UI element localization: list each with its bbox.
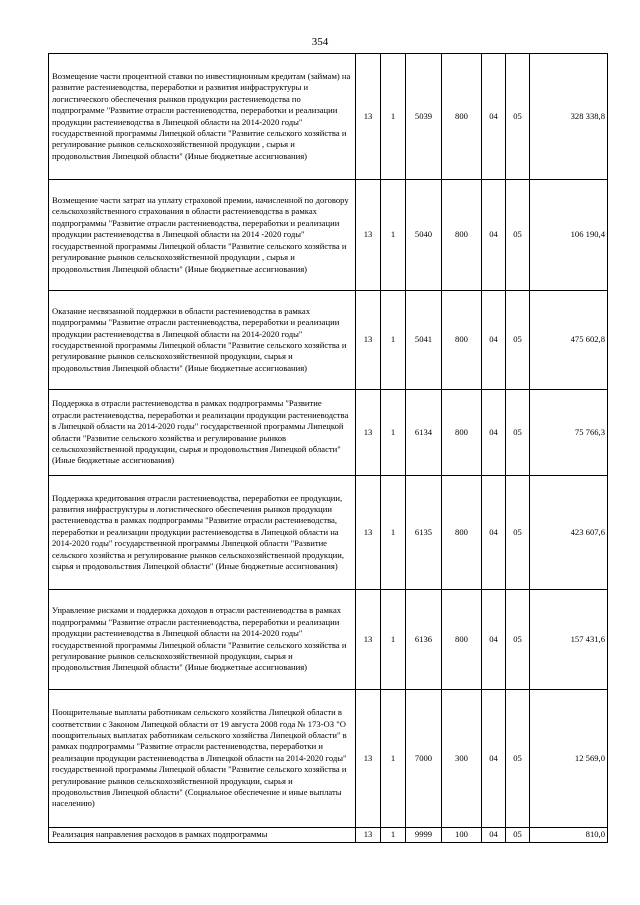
page-number: 354	[311, 36, 329, 48]
row-code-5: 04	[482, 390, 506, 476]
row-amount: 106 190,4	[530, 180, 608, 291]
row-code-3: 6134	[406, 390, 442, 476]
row-code-5: 04	[482, 291, 506, 390]
row-code-2: 1	[381, 180, 406, 291]
row-code-6: 05	[506, 291, 530, 390]
row-code-3: 6136	[406, 590, 442, 690]
table-row	[49, 590, 608, 690]
row-description: Поощрительные выплаты работникам сельского хозяйства Липецкой области в соответствии с Законом Липецкой области от 19 августа 2008 года № 173-ОЗ "О поощрительных выплатах работникам сельского хозяйства Липецкой области" в рамках подпрограммы "Развитие отрасли растениеводства, переработки и реализации продукции растениеводства в Липецкой области на 2014-2020 годы" государственной программы Липецкой области "Развитие сельского хозяйства и регулирование рынков сельскохозяйственной продукции, сырья и продовольствия Липецкой области" (Социальное обеспечение и иные выплаты населению)	[49, 690, 356, 828]
row-description: Возмещение части процентной ставки по инвестиционным кредитам (займам) на развитие растениеводства, переработки и развития инфраструктуры и логистического обеспечения рынков продукции растениеводства по подпрограмме "Развитие отрасли растениеводства, переработки и реализации продукции растениеводства в Липецкой области на 2014-2020 годы" государственной программы Липецкой области "Развитие сельского хозяйства и регулирование рынков сельскохозяйственной продукции , сырья и продовольствия Липецкой области" (Иные бюджетные ассигнования)	[49, 54, 356, 180]
row-code-6: 05	[506, 180, 530, 291]
row-code-5: 04	[482, 828, 506, 843]
row-code-2: 1	[381, 390, 406, 476]
row-description: Оказание несвязанной поддержки в области растениеводства в рамках подпрограммы "Развитие отрасли растениеводства, переработки и реализации продукции растениеводства в Липецкой области на 2014-2020 годы" государственной программы Липецкой области "Развитие сельского хозяйства и регулирование рынков сельскохозяйственной продукции, сырья и продовольствия Липецкой области" (Иные бюджетные ассигнования)	[49, 291, 356, 390]
row-amount: 423 607,6	[530, 476, 608, 590]
row-description: Управление рисками и поддержка доходов в отрасли растениеводства в рамках подпрограммы "Развитие отрасли растениеводства, переработки и реализации продукции растениеводства в Липецкой области на 2014-2020 годы" государственной программы Липецкой области "Развитие сельского хозяйства и регулирование рынков сельскохозяйственной продукции, сырья и продовольствия Липецкой области" (Иные бюджетные ассигнования)	[49, 590, 356, 690]
row-code-2: 1	[381, 54, 406, 180]
row-amount: 810,0	[530, 828, 608, 843]
row-code-4: 800	[442, 54, 482, 180]
row-code-5: 04	[482, 180, 506, 291]
row-code-4: 800	[442, 291, 482, 390]
row-code-4: 100	[442, 828, 482, 843]
row-code-4: 800	[442, 590, 482, 690]
row-description: Реализация направления расходов в рамках подпрограммы	[49, 828, 356, 843]
row-code-4: 800	[442, 476, 482, 590]
row-code-1: 13	[356, 590, 381, 690]
row-code-3: 5040	[406, 180, 442, 291]
row-code-5: 04	[482, 54, 506, 180]
row-code-2: 1	[381, 828, 406, 843]
row-code-3: 9999	[406, 828, 442, 843]
row-code-6: 05	[506, 390, 530, 476]
table-row	[49, 180, 608, 291]
table-row	[49, 828, 608, 843]
row-code-4: 800	[442, 390, 482, 476]
table-row	[49, 54, 608, 180]
table-body	[49, 54, 608, 843]
table-row	[49, 291, 608, 390]
row-description: Поддержка в отрасли растениеводства в рамках подпрограммы "Развитие отрасли растениеводства, переработки и реализации продукции растениеводства в Липецкой области на 2014-2020 годы" государственной программы Липецкой области "Развитие сельского хозяйства и регулирование рынков сельскохозяйственной продукции, сырья и продовольствия Липецкой области" (Иные бюджетные ассигнования)	[49, 390, 356, 476]
row-code-2: 1	[381, 690, 406, 828]
row-description: Возмещение части затрат на уплату страховой премии, начисленной по договору сельскохозяйственного страхования в области растениеводства в рамках подпрограммы "Развитие отрасли растениеводства, переработки и реализации продукции растениеводства в Липецкой области на 2014 -2020 годы" государственной программы Липецкой области "Развитие сельского хозяйства и регулирование рынков сельскохозяйственной продукции , сырья и продовольствия Липецкой области" (Иные бюджетные ассигнования)	[49, 180, 356, 291]
row-code-3: 6135	[406, 476, 442, 590]
row-code-5: 04	[482, 690, 506, 828]
row-code-6: 05	[506, 54, 530, 180]
row-code-1: 13	[356, 180, 381, 291]
row-code-3: 7000	[406, 690, 442, 828]
row-code-4: 800	[442, 180, 482, 291]
row-amount: 475 602,8	[530, 291, 608, 390]
row-description: Поддержка кредитования отрасли растениеводства, переработки ее продукции, развития инфраструктуры и логистического обеспечения рынков продукции растениеводства в рамках подпрограммы "Развитие отрасли растениеводства, переработки и реализации продукции растениеводства в Липецкой области на 2014-2020 годы" государственной программы Липецкой области "Развитие сельского хозяйства и регулирование рынков сельскохозяйственной продукции, сырья и продовольствия Липецкой области" (Иные бюджетные ассигнования)	[49, 476, 356, 590]
row-code-3: 5041	[406, 291, 442, 390]
row-amount: 328 338,8	[530, 54, 608, 180]
row-code-5: 04	[482, 476, 506, 590]
row-code-1: 13	[356, 390, 381, 476]
row-code-1: 13	[356, 291, 381, 390]
row-code-6: 05	[506, 476, 530, 590]
row-code-2: 1	[381, 590, 406, 690]
row-code-1: 13	[356, 828, 381, 843]
row-code-6: 05	[506, 690, 530, 828]
row-amount: 157 431,6	[530, 590, 608, 690]
row-code-6: 05	[506, 828, 530, 843]
row-code-1: 13	[356, 476, 381, 590]
row-code-1: 13	[356, 690, 381, 828]
table-row	[49, 390, 608, 476]
row-code-6: 05	[506, 590, 530, 690]
row-code-5: 04	[482, 590, 506, 690]
table-row	[49, 690, 608, 828]
row-code-3: 5039	[406, 54, 442, 180]
table-row	[49, 476, 608, 590]
row-amount: 75 766,3	[530, 390, 608, 476]
budget-table	[48, 53, 608, 843]
row-code-2: 1	[381, 291, 406, 390]
row-code-4: 300	[442, 690, 482, 828]
row-amount: 12 569,0	[530, 690, 608, 828]
row-code-2: 1	[381, 476, 406, 590]
row-code-1: 13	[356, 54, 381, 180]
